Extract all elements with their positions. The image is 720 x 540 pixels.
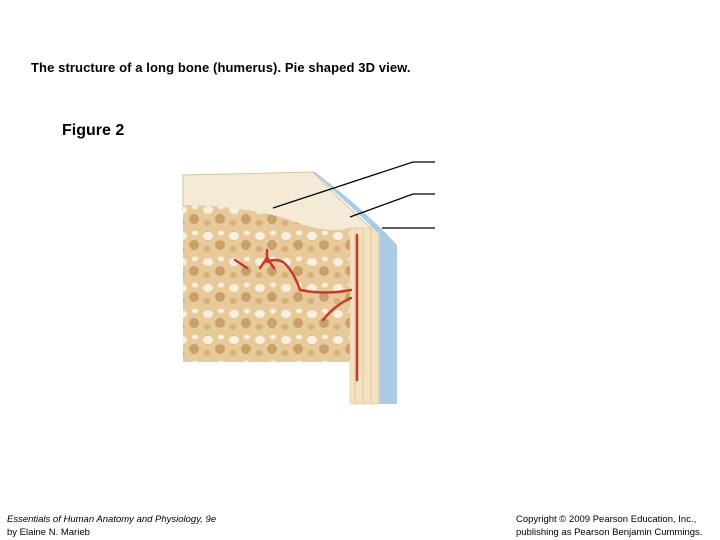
compact-bone xyxy=(350,228,380,404)
footer-book-credit xyxy=(7,513,216,539)
footer-copyright xyxy=(516,513,702,539)
bone-structure-illustration xyxy=(175,150,445,410)
footer-book-title: Essentials of Human Anatomy and Physiology, 9e xyxy=(7,514,217,525)
slide-title: The structure of a long bone (humerus). Pie shaped 3D view. xyxy=(31,60,411,75)
footer-publisher-line: publishing as Pearson Benjamin Cummings. xyxy=(516,527,703,538)
footer-copyright-line: Copyright © 2009 Pearson Education, Inc., xyxy=(516,514,697,525)
figure-label: Figure 2 xyxy=(62,122,125,139)
footer-author: by Elaine N. Marieb xyxy=(7,527,90,538)
